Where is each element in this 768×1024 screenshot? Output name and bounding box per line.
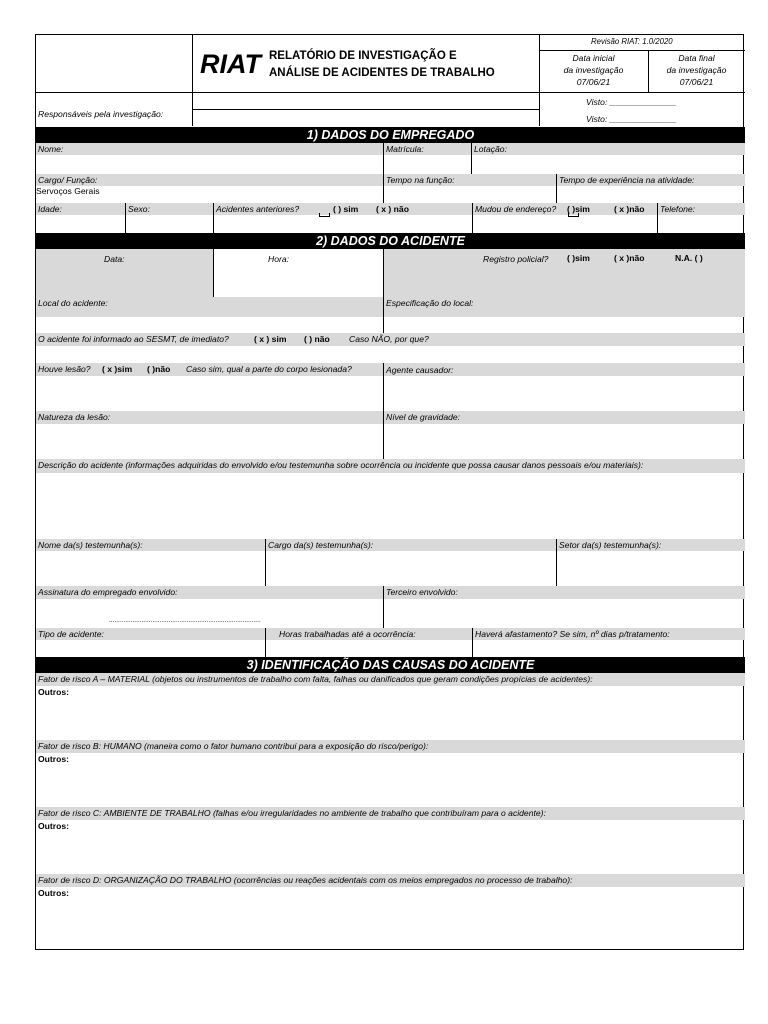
informado-nao-option[interactable]: ( ) não	[304, 334, 330, 344]
informado-label: O acidente foi informado ao SESMT, de imediato?	[38, 334, 229, 344]
local-label: Local do acidente:	[38, 298, 108, 308]
registro-nao-option[interactable]: ( x )não	[614, 253, 645, 263]
lotacao-label: Lotação:	[474, 144, 507, 154]
endereco-nao-option[interactable]: ( x )não	[614, 204, 645, 214]
caso-nao-label: Caso NÃO, por que?	[349, 334, 429, 344]
hora-label: Hora:	[268, 254, 290, 264]
header-divider	[192, 109, 539, 110]
tempo-funcao-label: Tempo na função:	[386, 175, 455, 185]
parte-corpo-label: Caso sim, qual a parte do corpo lesionada?	[186, 364, 352, 374]
start-date-value: 07/06/21	[576, 77, 611, 87]
horas-label: Horas trabalhadas até a ocorrência:	[279, 629, 416, 639]
assinatura-line[interactable]: ....................................................................................	[109, 617, 261, 624]
end-date-label: da investigação	[666, 65, 727, 75]
testemunha-cargo-label: Cargo da(s) testemunha(s):	[268, 540, 374, 550]
houve-lesao-label: Houve lesão?	[38, 364, 91, 374]
fator-b-outros[interactable]: Outros:	[38, 754, 70, 764]
data-label: Data:	[104, 254, 125, 264]
riat-acronym: RIAT	[200, 49, 261, 79]
fator-c-label: Fator de risco C: AMBIENTE DE TRABALHO (falhas e/ou irregularidades no ambiente de trabalho que contribuíram para o acidente):	[38, 808, 546, 818]
assinatura-label: Assinatura do empregado envolvido:	[38, 587, 178, 597]
registro-policial-label: Registro policial?	[483, 254, 549, 264]
end-date-label: Data final	[678, 53, 715, 63]
header-divider	[192, 35, 193, 126]
end-date-value: 07/06/21	[679, 77, 714, 87]
idade-label: Idade:	[38, 204, 62, 214]
acidentes-sim-option[interactable]: ( ) sim	[333, 204, 359, 214]
visto-2[interactable]: Visto: ______________	[586, 114, 677, 124]
header-divider	[36, 92, 745, 93]
end-date-block	[648, 52, 745, 88]
start-date-label: Data inicial	[572, 53, 615, 63]
telefone-label: Telefone:	[660, 204, 696, 214]
testemunha-setor-label: Setor da(s) testemunha(s):	[559, 540, 662, 550]
gravidade-label: Nível de gravidade:	[386, 412, 461, 422]
cargo-value[interactable]: Servoços Gerais	[36, 186, 100, 196]
form-title-line2: ANÁLISE DE ACIDENTES DE TRABALHO	[269, 67, 495, 79]
mudou-endereco-label: Mudou de endereço?	[475, 204, 557, 214]
cargo-label: Cargo/ Função:	[38, 175, 98, 185]
fator-a-outros[interactable]: Outros:	[38, 687, 70, 697]
acidentes-anteriores-label: Acidentes anteriores?	[216, 204, 300, 214]
section-2-title: 2) DADOS DO ACIDENTE	[36, 233, 745, 249]
nome-label: Nome:	[38, 144, 64, 154]
matricula-label: Matrícula:	[386, 144, 424, 154]
visto-1[interactable]: Visto: ______________	[586, 97, 677, 107]
checkbox-icon	[319, 213, 330, 217]
fator-b-label: Fator de risco B: HUMANO (maneira como o fator humano contribui para a exposição do risco/perigo):	[38, 741, 429, 751]
fator-a-label: Fator de risco A – MATERIAL (objetos ou instrumentos de trabalho com falta, falhas ou danificados que geram condições propícias de acidentes):	[38, 674, 593, 684]
sexo-label: Sexo:	[128, 204, 150, 214]
fator-d-label: Fator de risco D: ORGANIZAÇÃO DO TRABALHO (ocorrências ou reações acidentais com os meios empregados no processo de trabalho):	[38, 875, 573, 885]
start-date-label: da investigação	[563, 65, 624, 75]
lesao-nao-option[interactable]: ( )não	[147, 364, 171, 374]
acidentes-nao-option[interactable]: ( x ) não	[376, 204, 409, 214]
header-divider	[539, 50, 745, 51]
descricao-label: Descrição do acidente (informações adquiridas do envolvido e/ou testemunha sobre ocorrência ou incidente que possa causar danos pessoais e/ou materiais):	[38, 460, 644, 470]
terceiro-label: Terceiro envolvido:	[386, 587, 458, 597]
agente-label: Agente causador:	[386, 365, 454, 375]
registro-na-option[interactable]: N.A. ( )	[675, 253, 703, 263]
checkbox-icon	[568, 213, 579, 217]
section-3-title: 3) IDENTIFICAÇÃO DAS CAUSAS DO ACIDENTE	[36, 657, 745, 673]
registro-sim-option[interactable]: ( )sim	[567, 253, 590, 263]
especificacao-label: Especificação do local:	[386, 298, 474, 308]
afastamento-label: Haverá afastamento? Se sim, nº dias p/tratamento:	[475, 629, 670, 639]
tipo-label: Tipo de acidente:	[38, 629, 104, 639]
start-date-block	[539, 52, 648, 88]
natureza-label: Natureza da lesão:	[38, 412, 111, 422]
tempo-experiencia-label: Tempo de experiência na atividade:	[559, 175, 695, 185]
fator-d-outros[interactable]: Outros:	[38, 888, 70, 898]
endereco-sim-option[interactable]: ( )sim	[567, 204, 590, 214]
testemunha-nome-label: Nome da(s) testemunha(s):	[38, 540, 143, 550]
lesao-sim-option[interactable]: ( x )sim	[102, 364, 133, 374]
revision-label: Revisão RIAT: 1.0/2020	[591, 37, 673, 46]
informado-sim-option[interactable]: ( x ) sim	[254, 334, 287, 344]
fator-c-outros[interactable]: Outros:	[38, 821, 70, 831]
section-1-title: 1) DADOS DO EMPREGADO	[36, 127, 745, 143]
responsible-label: Responsáveis pela investigação:	[38, 109, 164, 119]
riat-form	[35, 34, 744, 950]
form-title-line1: RELATÓRIO DE INVESTIGAÇÃO E	[269, 50, 457, 62]
